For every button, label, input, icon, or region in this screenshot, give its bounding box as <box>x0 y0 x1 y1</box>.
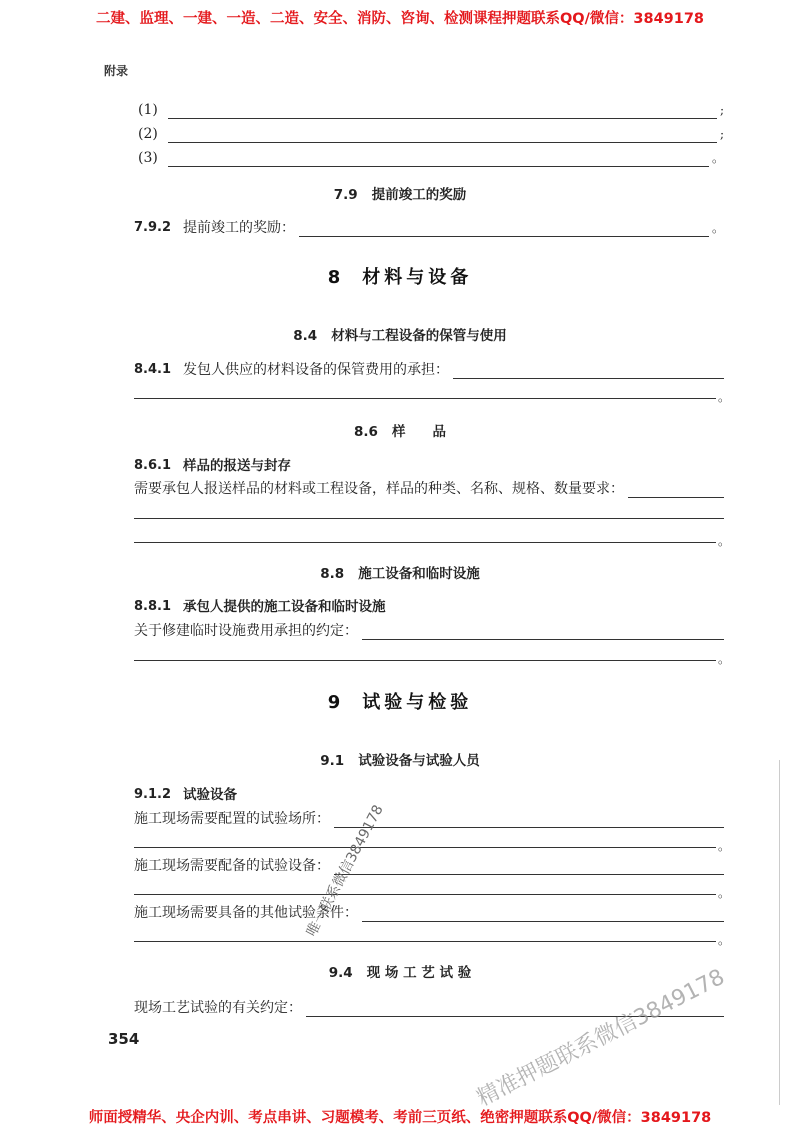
chapter-title-9 <box>0 688 800 714</box>
numbered-blank-1 <box>138 99 724 119</box>
other-conditions-item <box>134 902 724 922</box>
fill-in-blank[interactable] <box>628 483 724 498</box>
clause-number: 8.6.1 <box>134 458 172 473</box>
section-title-9-1 <box>0 749 800 769</box>
bottom-banner: 师面授精华、央企内训、考点串讲、习题模考、考前三页纸、绝密押题联系QQ/微信：3849178 <box>88 1110 712 1126</box>
clause-8-8-1-body <box>134 620 724 640</box>
fill-in-blank[interactable] <box>168 152 709 167</box>
chapter-text: 试验与检验 <box>362 692 473 713</box>
item-end: 。 <box>718 933 731 947</box>
fill-in-blank-continued[interactable] <box>134 517 724 519</box>
clause-title: 承包人提供的施工设备和临时设施 <box>183 599 386 615</box>
chapter-number: 9 <box>327 692 345 713</box>
fill-in-blank-continued[interactable] <box>134 541 716 543</box>
fill-in-blank[interactable] <box>168 128 717 143</box>
section-text: 施工设备和临时设施 <box>358 566 480 582</box>
clause-text: 关于修建临时设施费用承担的约定： <box>134 623 358 639</box>
chapter-number: 8 <box>327 267 345 288</box>
section-number: 8.8 <box>320 566 345 582</box>
section-title-8-4 <box>0 324 800 344</box>
section-text: 样 品 <box>391 424 446 440</box>
fill-in-blank-continued[interactable] <box>134 940 716 942</box>
item-text: 施工现场需要配置的试验场所： <box>134 811 330 827</box>
clause-text: 提前竣工的奖励： <box>183 220 296 236</box>
clause-8-6-1-heading <box>134 455 724 475</box>
fill-in-blank[interactable] <box>362 907 724 922</box>
section-title-8-8 <box>0 562 800 582</box>
test-site-item <box>134 808 724 828</box>
section-number: 8.4 <box>293 328 318 344</box>
section-number: 9.4 <box>328 965 353 981</box>
clause-title: 样品的报送与封存 <box>183 458 292 474</box>
fill-in-blank[interactable] <box>299 222 709 237</box>
item-end: ; <box>719 127 724 141</box>
clause-8-4-1 <box>134 359 724 379</box>
clause-7-9-2 <box>134 217 724 237</box>
clause-number: 8.8.1 <box>134 599 172 614</box>
chapter-text: 材料与设备 <box>362 267 473 288</box>
item-label: (2) <box>138 126 158 142</box>
appendix-label: 附录 <box>104 64 129 78</box>
section-text: 材料与工程设备的保管与使用 <box>331 328 507 344</box>
item-end: 。 <box>718 886 731 900</box>
section-number: 9.1 <box>320 753 345 769</box>
item-end: 。 <box>711 151 724 165</box>
fill-in-blank[interactable] <box>362 625 724 640</box>
item-text: 施工现场需要配备的试验设备： <box>134 858 330 874</box>
item-label: (3) <box>138 150 158 166</box>
top-banner: 二建、监理、一建、一造、二造、安全、消防、咨询、检测课程押题联系QQ/微信：3849178 <box>95 11 705 27</box>
clause-end: 。 <box>718 390 731 404</box>
clause-title: 试验设备 <box>183 787 238 803</box>
section-text: 现 场 工 艺 试 验 <box>366 965 472 981</box>
fill-in-blank-continued[interactable] <box>134 397 716 399</box>
section-number: 8.6 <box>354 424 378 440</box>
fill-in-blank-continued[interactable] <box>134 846 716 848</box>
section-number: 7.9 <box>333 187 358 203</box>
section-text: 试验设备与试验人员 <box>358 753 480 769</box>
fill-in-blank-continued[interactable] <box>134 893 716 895</box>
page-number: 354 <box>108 1030 140 1048</box>
test-equipment-item <box>134 855 724 875</box>
clause-text: 现场工艺试验的有关约定： <box>134 1000 302 1016</box>
watermark-large: 精准押题联系微信3849178 <box>473 964 729 1112</box>
item-end: ; <box>719 103 724 117</box>
numbered-blank-2 <box>138 123 724 143</box>
clause-end: 。 <box>711 221 724 235</box>
clause-8-6-1-body <box>134 478 724 498</box>
fill-in-blank-continued[interactable] <box>134 659 716 661</box>
section-text: 提前竣工的奖励 <box>371 187 467 203</box>
clause-number: 7.9.2 <box>134 220 172 235</box>
clause-text: 需要承包人报送样品的材料或工程设备，样品的种类、名称、规格、数量要求： <box>134 481 624 497</box>
clause-end: 。 <box>718 652 731 666</box>
clause-text: 发包人供应的材料设备的保管费用的承担： <box>183 362 450 378</box>
numbered-blank-3 <box>138 147 724 167</box>
clause-number: 9.1.2 <box>134 787 172 802</box>
clause-end: 。 <box>718 534 731 548</box>
clause-9-1-2-heading <box>134 784 724 804</box>
section-title-7-9 <box>0 183 800 203</box>
fill-in-blank[interactable] <box>168 104 717 119</box>
clause-8-8-1-heading <box>134 596 724 616</box>
watermark-small: 唯一联系微信3849178 <box>303 802 387 940</box>
clause-number: 8.4.1 <box>134 362 172 377</box>
fill-in-blank[interactable] <box>453 364 724 379</box>
item-end: 。 <box>718 839 731 853</box>
fill-in-blank[interactable] <box>334 813 724 828</box>
chapter-title-8 <box>0 263 800 289</box>
item-label: (1) <box>138 102 158 118</box>
section-title-8-6 <box>0 420 800 440</box>
scan-edge-line <box>779 760 780 1105</box>
fill-in-blank[interactable] <box>334 860 724 875</box>
item-text: 施工现场需要具备的其他试验条件： <box>134 905 358 921</box>
